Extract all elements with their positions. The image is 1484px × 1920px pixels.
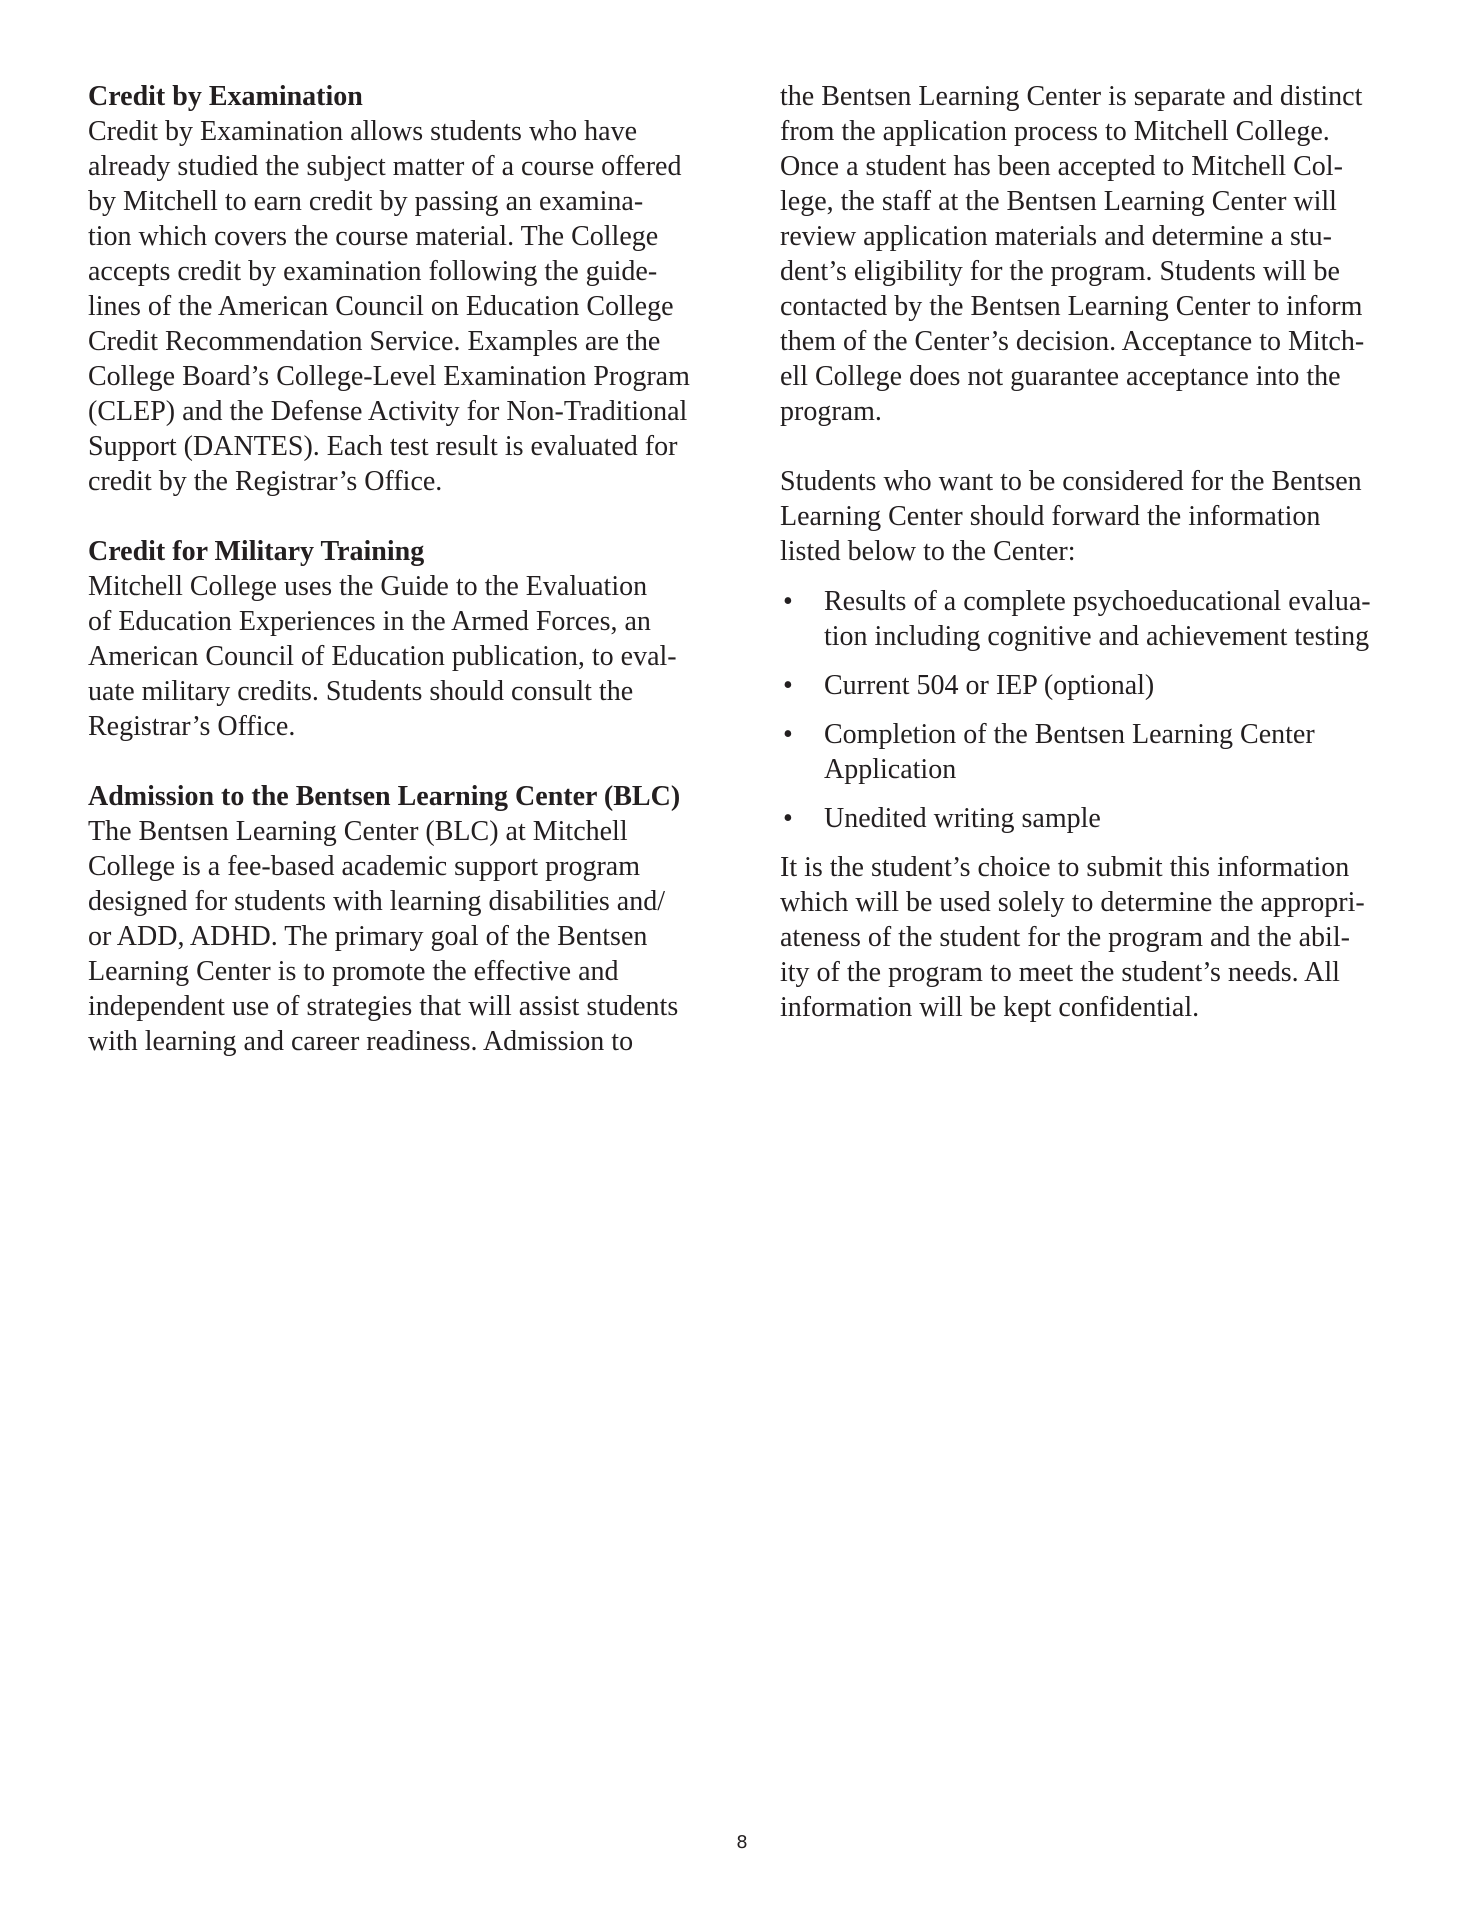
body-line: Learning Center should forward the information [780, 501, 1321, 532]
body-line: Mitchell College uses the Guide to the Evaluation [88, 571, 648, 602]
list-item-line: tion including cognitive and achievement testing [824, 621, 1370, 652]
list-item [780, 668, 1405, 703]
body-line: from the application process to Mitchell College. [780, 116, 1330, 147]
bullet-icon: • [783, 719, 793, 750]
section-heading: Credit by Examination [88, 81, 363, 112]
credit-by-examination-section [88, 79, 708, 499]
list-item-line: Unedited writing sample [824, 803, 1101, 834]
body-line: independent use of strategies that will assist students [88, 991, 679, 1022]
body-line: It is the student’s choice to submit this information [780, 852, 1350, 883]
body-line: Students who want to be considered for the Bentsen [780, 466, 1362, 497]
body-line: the Bentsen Learning Center is separate and distinct [780, 81, 1363, 112]
list-item [780, 717, 1405, 787]
body-line: Learning Center is to promote the effective and [88, 956, 619, 987]
body-line: with learning and career readiness. Admission to [88, 1026, 634, 1057]
body-line: them of the Center’s decision. Acceptance to Mitch- [780, 326, 1365, 357]
body-line: already studied the subject matter of a course offered [88, 151, 682, 182]
body-line: The Bentsen Learning Center (BLC) at Mitchell [88, 816, 628, 847]
requirements-list [780, 584, 1405, 836]
body-line: Credit by Examination allows students who have [88, 116, 638, 147]
page-number: 8 [736, 1832, 748, 1853]
body-line: credit by the Registrar’s Office. [88, 466, 443, 497]
body-line: Registrar’s Office. [88, 711, 296, 742]
list-item-line: Completion of the Bentsen Learning Center [824, 719, 1315, 750]
right-column [780, 79, 1405, 1025]
body-line: Once a student has been accepted to Mitchell Col- [780, 151, 1343, 182]
blc-requirements-intro [780, 464, 1405, 569]
body-line: ateness of the student for the program and the abil- [780, 922, 1350, 953]
list-item-line: Application [824, 754, 957, 785]
body-line: College Board’s College-Level Examination Program [88, 361, 690, 392]
body-line: contacted by the Bentsen Learning Center to inform [780, 291, 1363, 322]
blc-confidentiality-note [780, 850, 1405, 1025]
bullet-icon: • [783, 670, 793, 701]
body-line: information will be kept confidential. [780, 992, 1200, 1023]
body-line: accepts credit by examination following the guide- [88, 256, 658, 287]
body-line: dent’s eligibility for the program. Students will be [780, 256, 1340, 287]
body-line: by Mitchell to earn credit by passing an examina- [88, 186, 644, 217]
body-line: lines of the American Council on Education College [88, 291, 674, 322]
list-item-line: Results of a complete psychoeducational evalua- [824, 586, 1371, 617]
list-item [780, 584, 1405, 654]
body-line: American Council of Education publication, to eval- [88, 641, 677, 672]
body-line: College is a fee-based academic support program [88, 851, 641, 882]
body-line: Credit Recommendation Service. Examples are the [88, 326, 661, 357]
blc-admission-section [88, 779, 708, 1059]
list-item-line: Current 504 or IEP (optional) [824, 670, 1155, 701]
body-line: program. [780, 396, 882, 427]
body-line: listed below to the Center: [780, 536, 1076, 567]
blc-admission-continued [780, 79, 1405, 429]
body-line: Support (DANTES). Each test result is evaluated for [88, 431, 678, 462]
body-line: ell College does not guarantee acceptance into the [780, 361, 1341, 392]
body-line: ity of the program to meet the student’s needs. All [780, 957, 1340, 988]
body-line: review application materials and determine a stu- [780, 221, 1333, 252]
body-line: or ADD, ADHD. The primary goal of the Bentsen [88, 921, 648, 952]
section-heading: Admission to the Bentsen Learning Center (BLC) [88, 781, 681, 812]
list-item [780, 801, 1405, 836]
body-line: which will be used solely to determine the appropri- [780, 887, 1365, 918]
section-heading: Credit for Military Training [88, 536, 425, 567]
left-column [88, 79, 708, 1059]
body-line: of Education Experiences in the Armed Forces, an [88, 606, 651, 637]
body-line: uate military credits. Students should consult the [88, 676, 634, 707]
body-line: designed for students with learning disabilities and/ [88, 886, 666, 917]
body-line: (CLEP) and the Defense Activity for Non-Traditional [88, 396, 688, 427]
credit-for-military-training-section [88, 534, 708, 744]
body-line: lege, the staff at the Bentsen Learning Center will [780, 186, 1337, 217]
bullet-icon: • [783, 803, 793, 834]
bullet-icon: • [783, 586, 793, 617]
body-line: tion which covers the course material. The College [88, 221, 659, 252]
